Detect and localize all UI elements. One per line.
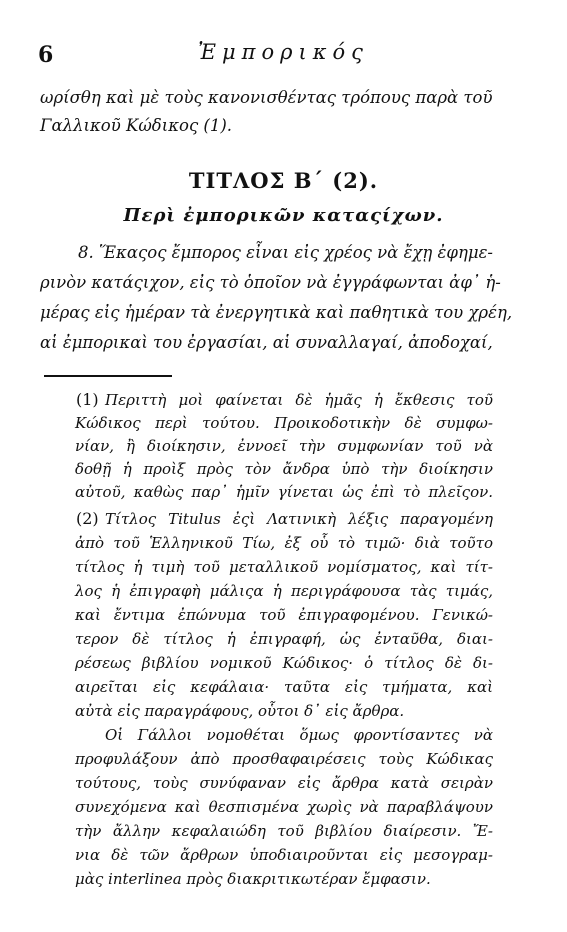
footnote-line: τίτλος ἡ τιμὴ τοῦ μεταλλικοῦ νομίσματος, καὶ τίτ- (75, 558, 493, 576)
footnote-rule (44, 375, 172, 377)
footnote-line: δοθῇ ἡ προὶξ πρὸς τὸν ἄνδρα ὑπὸ τὴν διοίκησιν (75, 460, 493, 478)
body-line: ωρίσθη καὶ μὲ τοὺς κανονισθέντας τρόπους παρὰ τοῦ (40, 88, 493, 107)
footnote-line: Οἱ Γάλλοι νομοθέται ὅμως φροντίσαντες νὰ (105, 726, 493, 744)
footnote-line: τούτους, τοὺς συνύφαναν εἰς ἄρθρα κατὰ σειρὰν (75, 774, 493, 792)
footnote-line: Κώδικος περὶ τούτου. Προικοδοτικὴν δὲ συμφω- (75, 414, 493, 432)
footnote-line: προφυλάξουν ἀπὸ προσθαφαιρέσεις τοὺς Κώδικας (75, 750, 493, 768)
footnote-line: τερον δὲ τίτλος ἡ ἐπιγραφή, ὡς ἐνταῦθα, διαι- (75, 630, 493, 648)
page-number: 6 (38, 42, 54, 68)
footnote-line: νίαν, ἢ διοίκησιν, ἐννοεῖ τὴν συμφωνίαν τοῦ νὰ (75, 437, 493, 455)
footnote-marker: (1) (76, 390, 99, 409)
footnote-marker: (2) (76, 509, 99, 528)
footnote-line: μὰς interlinea πρὸς διακριτικωτέραν ἔμφασιν. (75, 870, 431, 888)
footnote-line: καὶ ἔντιμα ἐπώνυμα τοῦ ἐπιγραφομένου. Γενικώ- (75, 606, 493, 624)
running-head: Ἐμπορικός (198, 40, 369, 64)
footnote-line: συνεχόμενα καὶ θεσπισμένα χωρὶς νὰ παραβλάψουν (75, 798, 493, 816)
footnote-line: Περιττὴ μοὶ φαίνεται δὲ ἡμᾶς ἡ ἔκθεσις τοῦ (105, 391, 493, 409)
article-line: ρινὸν κατάςιχον, εἰς τὸ ὁποῖον νὰ ἐγγράφωνται ἀφ᾽ ἡ- (40, 273, 501, 292)
footnote-line: Τίτλος Titulus ἐςὶ Λατινικὴ λέξις παραγομένη (105, 510, 493, 528)
article-line: αἱ ἐμπορικαὶ του ἐργασίαι, αἱ συναλλαγαί, ἀποδοχαί, (40, 333, 493, 352)
footnote-line: αὐτὰ εἰς παραγράφους, οὗτοι δ᾽ εἰς ἄρθρα. (75, 702, 405, 720)
section-subtitle: Περὶ ἐμπορικῶν καταςίχων. (123, 205, 444, 226)
footnote-line: αὐτοῦ, καθὼς παρ᾽ ἡμῖν γίνεται ὡς ἐπὶ τὸ πλεῖςον. (75, 483, 493, 501)
footnote-line: νια δὲ τῶν ἄρθρων ὑποδιαιροῦνται εἰς μεσογραμ- (75, 846, 493, 864)
footnote-line: ρέσεως βιβλίου νομικοῦ Κώδικος· ὁ τίτλος δὲ δι- (75, 654, 493, 672)
section-title: ΤΙΤΛΟΣ Β΄ (2). (188, 168, 379, 193)
footnote-line: λος ἡ ἐπιγραφὴ μάλιςα ἡ περιγράφουσα τὰς τιμάς, (75, 582, 493, 600)
body-line: Γαλλικοῦ Κώδικος (1). (40, 116, 233, 135)
footnote-line: ἀπὸ τοῦ Ἑλληνικοῦ Τίω, ἐξ οὗ τὸ τιμῶ· διὰ τοῦτο (75, 534, 493, 552)
article-line: 8. Ἕκαςος ἔμπορος εἶναι εἰς χρέος νὰ ἔχῃ ἐφημε- (78, 243, 493, 262)
footnote-line: αιρεῖται εἰς κεφάλαια· ταῦτα εἰς τμήματα, καὶ (75, 678, 493, 696)
article-line: μέρας εἰς ἡμέραν τὰ ἐνεργητικὰ καὶ παθητικὰ του χρέη, (40, 303, 513, 322)
footnote-line: τὴν ἄλλην κεφαλαιώδη τοῦ βιβλίου διαίρεσιν. Ἔ- (75, 822, 493, 840)
